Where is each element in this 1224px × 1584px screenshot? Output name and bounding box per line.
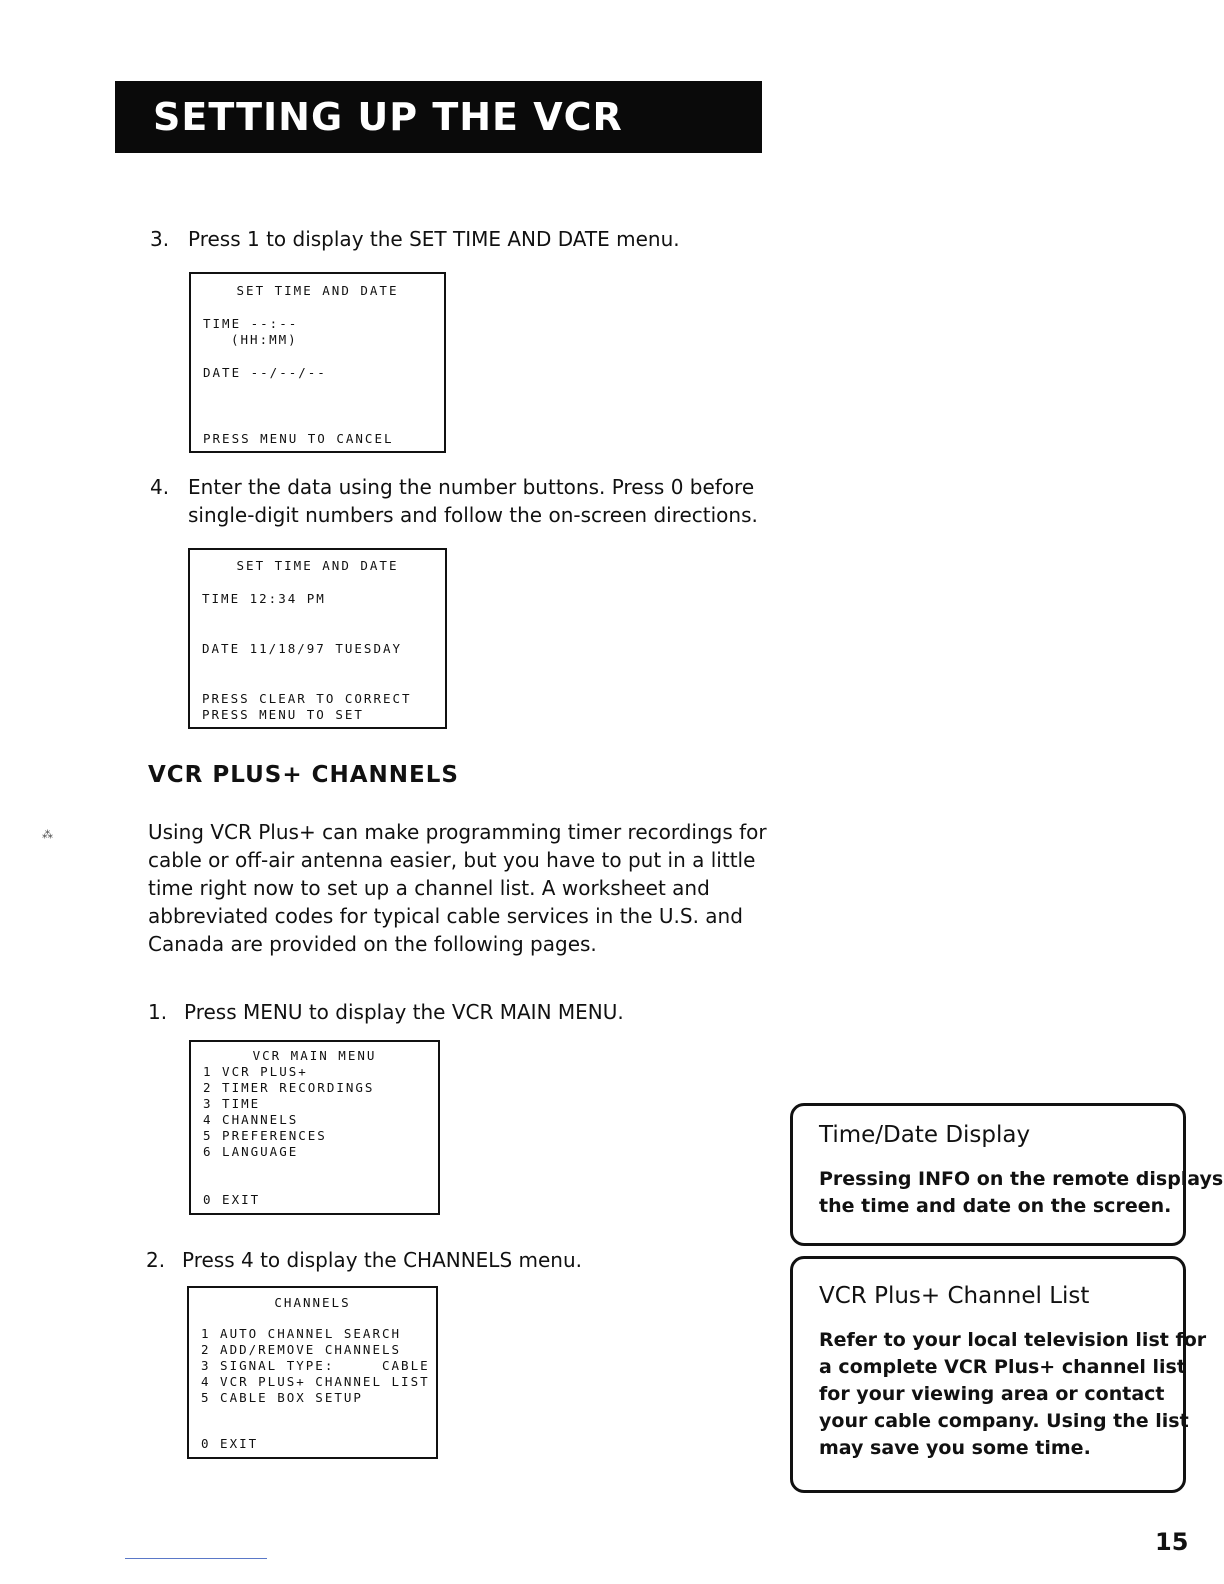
step-text: Press MENU to display the VCR MAIN MENU. bbox=[184, 1000, 624, 1024]
margin-mark: ⁂ bbox=[42, 828, 53, 841]
page-title: SETTING UP THE VCR bbox=[153, 95, 623, 139]
tip-line: a complete VCR Plus+ channel list bbox=[819, 1356, 1186, 1378]
screen-time-field: TIME --:-- bbox=[203, 316, 299, 331]
menu-item: 2 ADD/REMOVE CHANNELS bbox=[201, 1342, 402, 1357]
tip-line: may save you some time. bbox=[819, 1437, 1091, 1459]
paragraph-line: Using VCR Plus+ can make programming timer recordings for bbox=[148, 820, 767, 844]
tip-title: VCR Plus+ Channel List bbox=[819, 1283, 1090, 1309]
screen-time-hint: (HH:MM) bbox=[231, 332, 298, 347]
tip-line: Pressing INFO on the remote displays bbox=[819, 1168, 1224, 1190]
step-number: 3. bbox=[150, 227, 170, 251]
screen-footer: PRESS CLEAR TO CORRECT bbox=[202, 691, 412, 706]
screen-time-field: TIME 12:34 PM bbox=[202, 591, 326, 606]
screen-channels-menu bbox=[187, 1286, 438, 1459]
screen-date-field: DATE --/--/-- bbox=[203, 365, 327, 380]
header-bar bbox=[115, 81, 762, 153]
paragraph-line: Canada are provided on the following pages. bbox=[148, 932, 597, 956]
screen-footer: PRESS MENU TO SET bbox=[202, 707, 364, 722]
paragraph-line: time right now to set up a channel list. A worksheet and bbox=[148, 876, 710, 900]
tip-line: for your viewing area or contact bbox=[819, 1383, 1165, 1405]
menu-item: 1 VCR PLUS+ bbox=[203, 1064, 308, 1079]
menu-item: 5 CABLE BOX SETUP bbox=[201, 1390, 363, 1405]
tip-line: Refer to your local television list for bbox=[819, 1329, 1207, 1351]
screen-date-field: DATE 11/18/97 TUESDAY bbox=[202, 641, 403, 656]
step-text: Press 4 to display the CHANNELS menu. bbox=[182, 1248, 582, 1272]
step-number: 2. bbox=[146, 1248, 166, 1272]
screen-title: CHANNELS bbox=[274, 1295, 351, 1310]
bottom-rule bbox=[125, 1558, 267, 1559]
screen-set-time-filled bbox=[188, 548, 447, 729]
menu-item: 3 TIME bbox=[203, 1096, 261, 1111]
screen-title: SET TIME AND DATE bbox=[236, 283, 399, 298]
menu-item: 2 TIMER RECORDINGS bbox=[203, 1080, 375, 1095]
tip-time-date-display bbox=[790, 1103, 1224, 1246]
menu-item: 4 VCR PLUS+ CHANNEL LIST bbox=[201, 1374, 430, 1389]
screen-title: SET TIME AND DATE bbox=[236, 558, 399, 573]
step-number: 4. bbox=[150, 475, 170, 499]
step-number: 1. bbox=[148, 1000, 168, 1024]
tip-line: your cable company. Using the list bbox=[819, 1410, 1189, 1432]
screen-title: VCR MAIN MENU bbox=[252, 1048, 377, 1063]
screen-vcr-main-menu bbox=[189, 1040, 440, 1215]
tip-body bbox=[819, 1327, 1206, 1462]
menu-item: 3 SIGNAL TYPE: CABLE bbox=[201, 1358, 430, 1373]
paragraph-line: cable or off-air antenna easier, but you have to put in a little bbox=[148, 848, 756, 872]
tip-vcr-plus-channel-list bbox=[790, 1256, 1207, 1493]
menu-item: 1 AUTO CHANNEL SEARCH bbox=[201, 1326, 402, 1341]
paragraph-line: abbreviated codes for typical cable services in the U.S. and bbox=[148, 904, 743, 928]
tip-line: the time and date on the screen. bbox=[819, 1195, 1172, 1217]
step-text: Press 1 to display the SET TIME AND DATE menu. bbox=[188, 227, 680, 251]
tip-title: Time/Date Display bbox=[819, 1122, 1031, 1148]
screen-footer: PRESS MENU TO CANCEL bbox=[203, 431, 394, 446]
step-text-line: Enter the data using the number buttons. Press 0 before bbox=[188, 475, 755, 499]
menu-exit: 0 EXIT bbox=[201, 1436, 259, 1451]
tip-body bbox=[819, 1166, 1223, 1220]
step-text-line: single-digit numbers and follow the on-screen directions. bbox=[188, 503, 758, 527]
page-number: 15 bbox=[1155, 1528, 1189, 1556]
menu-exit: 0 EXIT bbox=[203, 1192, 261, 1207]
screen-set-time-empty bbox=[189, 272, 446, 453]
menu-item: 5 PREFERENCES bbox=[203, 1128, 327, 1143]
section-paragraph bbox=[148, 818, 767, 958]
menu-item: 4 CHANNELS bbox=[203, 1112, 299, 1127]
menu-item: 6 LANGUAGE bbox=[203, 1144, 299, 1159]
section-heading: VCR PLUS+ CHANNELS bbox=[148, 762, 459, 788]
